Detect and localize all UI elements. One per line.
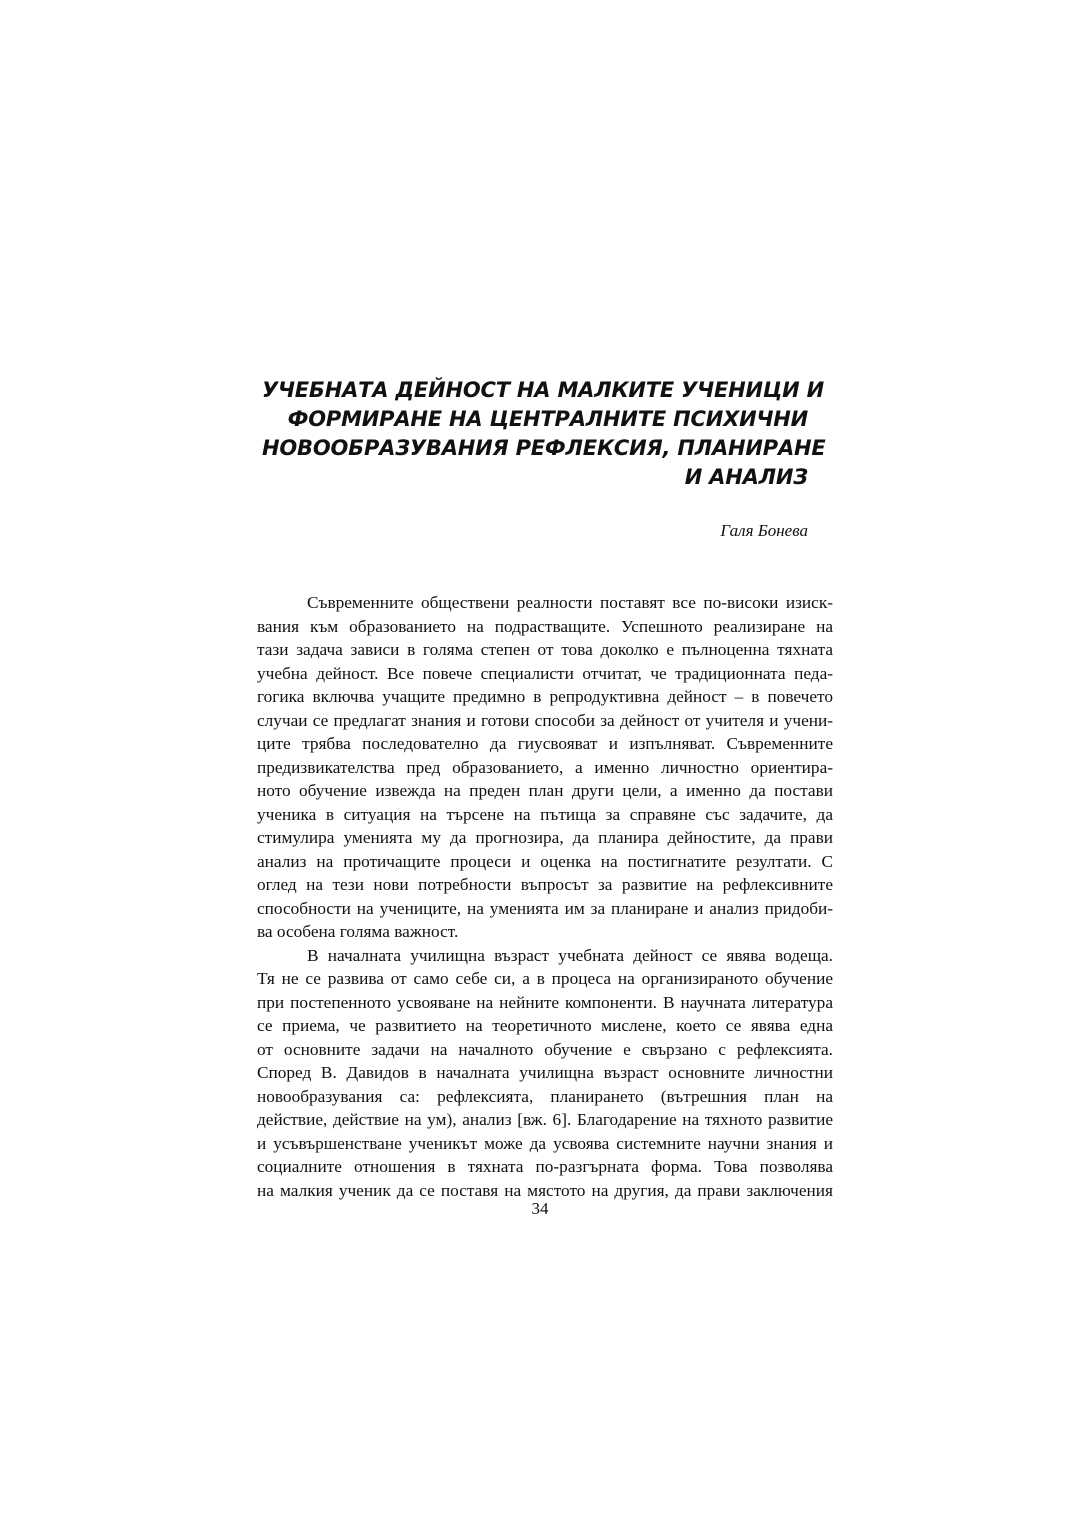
body-line: вания към образованието на подрастващите. Успешното реализиране на [257,616,833,636]
body-line: и усъвършенстване ученикът може да усвоява системните научни знания и [257,1133,833,1153]
body-line: ва особена голяма важност. [257,922,459,941]
page-number: 34 [531,1199,549,1218]
body-line: от основните задачи на началното обучение е свързано с рефлексията. [257,1039,833,1059]
body-line: предизвикателства пред образованието, а именно личностно ориентира- [257,757,833,777]
body-line: при постепенното усвояване на нейните компоненти. В научната литература [257,992,833,1012]
body-text [257,591,833,1202]
body-line: гогика включва учащите предимно в репродуктивна дейност – в повечето [257,687,833,706]
body-line: тази задача зависи в голяма степен от това доколко е пълноценна тяхната [257,640,833,659]
title-line: ФОРМИРАНЕ НА ЦЕНТРАЛНИТЕ ПСИХИЧНИ [287,407,808,431]
body-line: В началната училищна възраст учебната дейност се явява водеща. [307,945,833,965]
body-line: ците трябва последователно да гиусвояват и изпълняват. Съвременните [257,734,833,753]
body-line: действие, действие на ум), анализ [вж. 6]. Благодарение на тяхното развитие [257,1110,833,1129]
body-line: социалните отношения в тяхната по-разгърната форма. Това позволява [257,1157,833,1176]
title-line: НОВООБРАЗУВАНИЯ РЕФЛЕКСИЯ, ПЛАНИРАНЕ [262,436,826,460]
body-line: Съвременните обществени реалности поставят все по-високи изиск- [307,593,833,612]
body-line: анализ на протичащите процеси и оценка на постигнатите резултати. С [257,851,833,871]
body-line: стимулира уменията му да прогнозира, да планира дейностите, да прави [257,828,833,847]
body-line: се приема, че развитието на теоретичното мислене, което се явява една [257,1016,833,1035]
body-line: оглед на тези нови потребности въпросът за развитие на рефлексивните [257,875,833,894]
body-line: учебна дейност. Все повече специалисти отчитат, че традиционната педа- [257,663,833,683]
body-line: способности на учениците, на уменията им за планиране и анализ придоби- [257,898,833,918]
author-name: Галя Бонева [720,521,808,540]
article-title [262,376,826,492]
body-line: ученика в ситуация на търсене на пътища за справяне със задачите, да [257,804,833,824]
body-line: Според В. Давидов в началната училищна възраст основните личностни [257,1063,833,1082]
title-line: И АНАЛИЗ [684,465,808,489]
body-line: на малкия ученик да се поставя на мястото на другия, да прави заключения [257,1180,833,1200]
body-line: новообразувания са: рефлексията, планирането (вътрешния план на [257,1086,833,1106]
title-line: УЧЕБНАТА ДЕЙНОСТ НА МАЛКИТЕ УЧЕНИЦИ И [262,378,824,402]
body-line: случаи се предлагат знания и готови способи за дейност от учителя и учени- [257,710,833,730]
body-line: ното обучение извежда на преден план други цели, а именно да постави [257,781,833,800]
body-line: Тя не се развива от само себе си, а в процеса на организираното обучение [257,969,833,988]
